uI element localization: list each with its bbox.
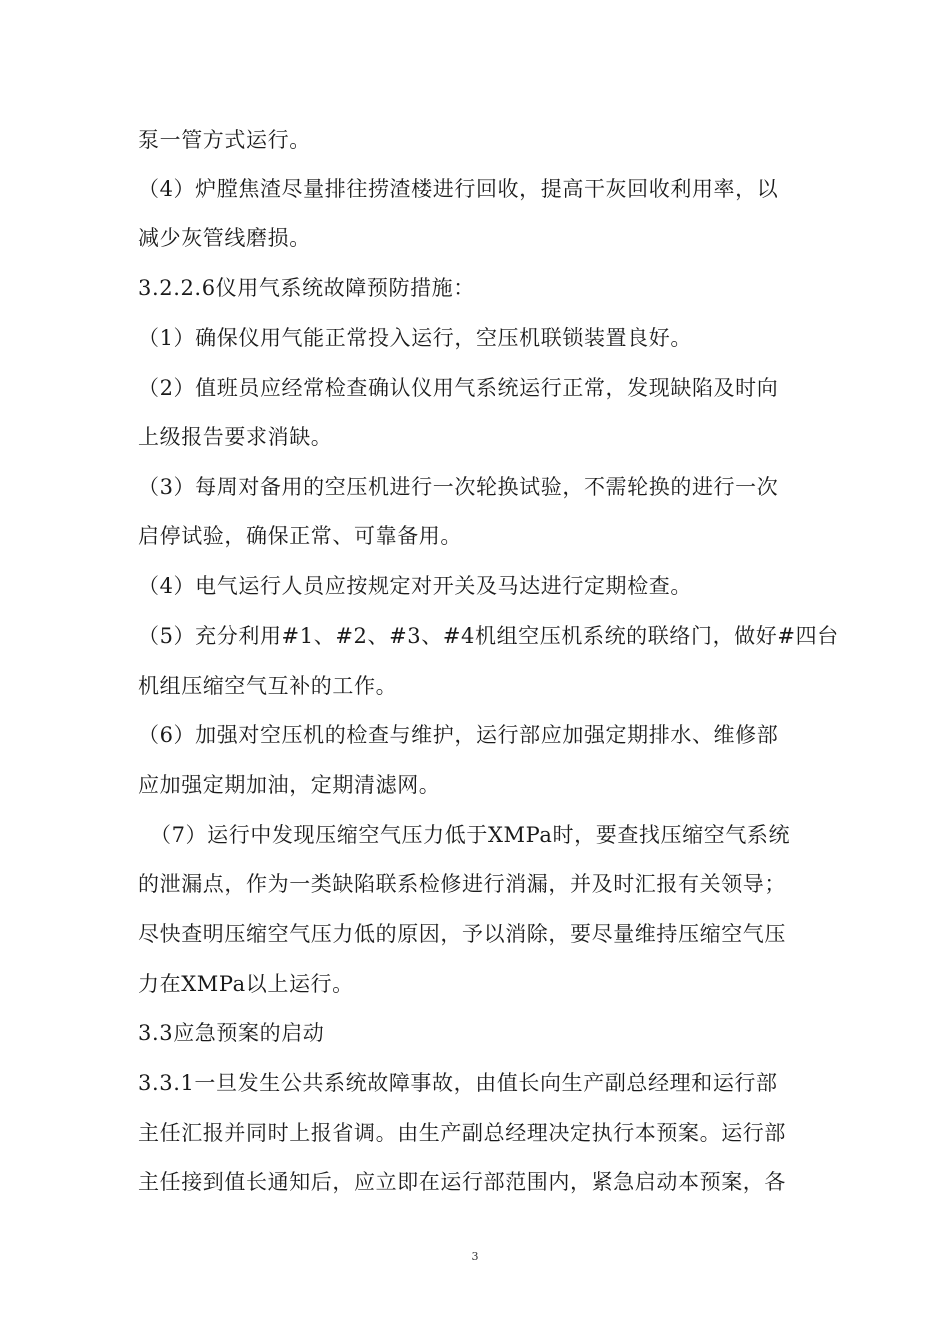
text-line: （7）运行中发现压缩空气压力低于XMPa时，要查找压缩空气系统 (150, 823, 791, 847)
text-line: 启停试验，确保正常、可靠备用。 (138, 524, 462, 548)
text-line: （2）值班员应经常检查确认仪用气系统运行正常，发现缺陷及时向 (138, 376, 779, 400)
section-heading: 3.2.2.6仪用气系统故障预防措施： (138, 276, 475, 300)
text-line: 减少灰管线磨损。 (138, 226, 311, 250)
page-number: 3 (471, 1250, 479, 1263)
text-line: （4）电气运行人员应按规定对开关及马达进行定期检查。 (138, 574, 692, 598)
text-line: 的泄漏点，作为一类缺陷联系检修进行消漏，并及时汇报有关领导； (138, 872, 786, 896)
section-heading: 3.3应急预案的启动 (138, 1021, 325, 1045)
text-line: （3）每周对备用的空压机进行一次轮换试验，不需轮换的进行一次 (138, 475, 779, 499)
text-line: （1）确保仪用气能正常投入运行，空压机联锁装置良好。 (138, 326, 692, 350)
text-line: 力在XMPa以上运行。 (138, 972, 354, 996)
text-line: 尽快查明压缩空气压力低的原因，予以消除，要尽量维持压缩空气压 (138, 922, 786, 946)
text-line: 3.3.1一旦发生公共系统故障事故，由值长向生产副总经理和运行部 (138, 1071, 778, 1095)
text-line: 主任汇报并同时上报省调。由生产副总经理决定执行本预案。运行部 (138, 1121, 786, 1145)
text-line: （5）充分利用#1、#2、#3、#4机组空压机系统的联络门，做好#四台 (138, 624, 839, 648)
text-line: 上级报告要求消缺。 (138, 425, 333, 449)
text-line: （4）炉膛焦渣尽量排往捞渣楼进行回收，提高干灰回收利用率，以 (138, 177, 779, 201)
text-line: 泵一管方式运行。 (138, 128, 311, 152)
text-line: 主任接到值长通知后，应立即在运行部范围内，紧急启动本预案，各 (138, 1170, 786, 1194)
text-line: （6）加强对空压机的检查与维护，运行部应加强定期排水、维修部 (138, 723, 779, 747)
text-line: 应加强定期加油，定期清滤网。 (138, 773, 441, 797)
text-line: 机组压缩空气互补的工作。 (138, 674, 398, 698)
